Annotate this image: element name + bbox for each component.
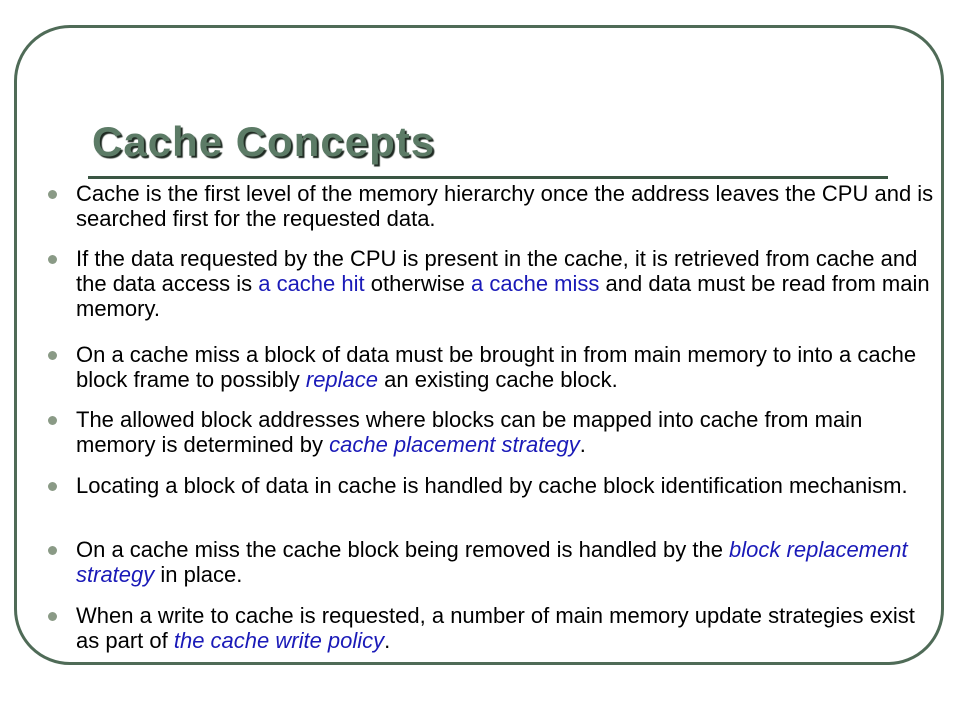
bullet-text-run: Cache is the first level of the memory hierarchy once the address leaves the CPU and is searched first for the requested data. xyxy=(76,181,934,231)
bullet-marker-icon xyxy=(48,546,57,555)
bullet-item xyxy=(76,537,936,587)
bullet-text-run: On a cache miss the cache block being removed is handled by the xyxy=(76,537,730,562)
bullet-text xyxy=(76,473,908,498)
bullet-text-run: . xyxy=(579,432,586,457)
bullet-text xyxy=(76,246,930,321)
bullet-marker-icon xyxy=(48,190,57,199)
bullet-marker-icon xyxy=(48,612,57,621)
bullet-text xyxy=(76,342,916,392)
bullet-text-run: When a write to cache is requested, a number of main memory update strategies exist as part of xyxy=(76,603,915,653)
bullet-text-run: an existing cache block. xyxy=(378,367,618,392)
bullet-item xyxy=(76,342,936,392)
bullet-item xyxy=(76,246,936,321)
bullet-text xyxy=(76,181,933,231)
bullet-item xyxy=(76,181,936,231)
bullet-text-run: On a cache miss a block of data must be brought in from main memory to into a cache block frame to possibly xyxy=(76,342,917,392)
highlight-term: block replacement strategy xyxy=(76,537,908,587)
bullet-text-run: and data must be read from main memory. xyxy=(76,271,930,321)
bullet-marker-icon xyxy=(48,482,57,491)
bullet-text-run: . xyxy=(384,628,391,653)
bullet-item xyxy=(76,473,936,498)
highlight-term: cache placement strategy xyxy=(329,432,580,457)
bullet-item xyxy=(76,603,936,653)
bullet-text-run: The allowed block addresses where blocks can be mapped into cache from main memory is determined by xyxy=(76,407,863,457)
bullet-text xyxy=(76,407,862,457)
bullet-text-run: in place. xyxy=(154,562,243,587)
highlight-term: a cache hit xyxy=(258,271,365,296)
bullet-text xyxy=(76,603,915,653)
bullet-text-run: otherwise xyxy=(364,271,472,296)
highlight-term: replace xyxy=(305,367,379,392)
slide-title: Cache Concepts xyxy=(92,118,436,165)
bullet-text-run: If the data requested by the CPU is present in the cache, it is retrieved from cache and the data access is xyxy=(76,246,918,296)
bullet-item xyxy=(76,407,936,457)
bullet-text xyxy=(76,537,908,587)
title-underline xyxy=(88,176,888,179)
bullet-text-run: Locating a block of data in cache is handled by cache block identification mechanism. xyxy=(76,473,908,498)
highlight-term: the cache write policy xyxy=(173,628,385,653)
bullet-marker-icon xyxy=(48,416,57,425)
bullet-marker-icon xyxy=(48,255,57,264)
bullet-marker-icon xyxy=(48,351,57,360)
highlight-term: a cache miss xyxy=(471,271,600,296)
